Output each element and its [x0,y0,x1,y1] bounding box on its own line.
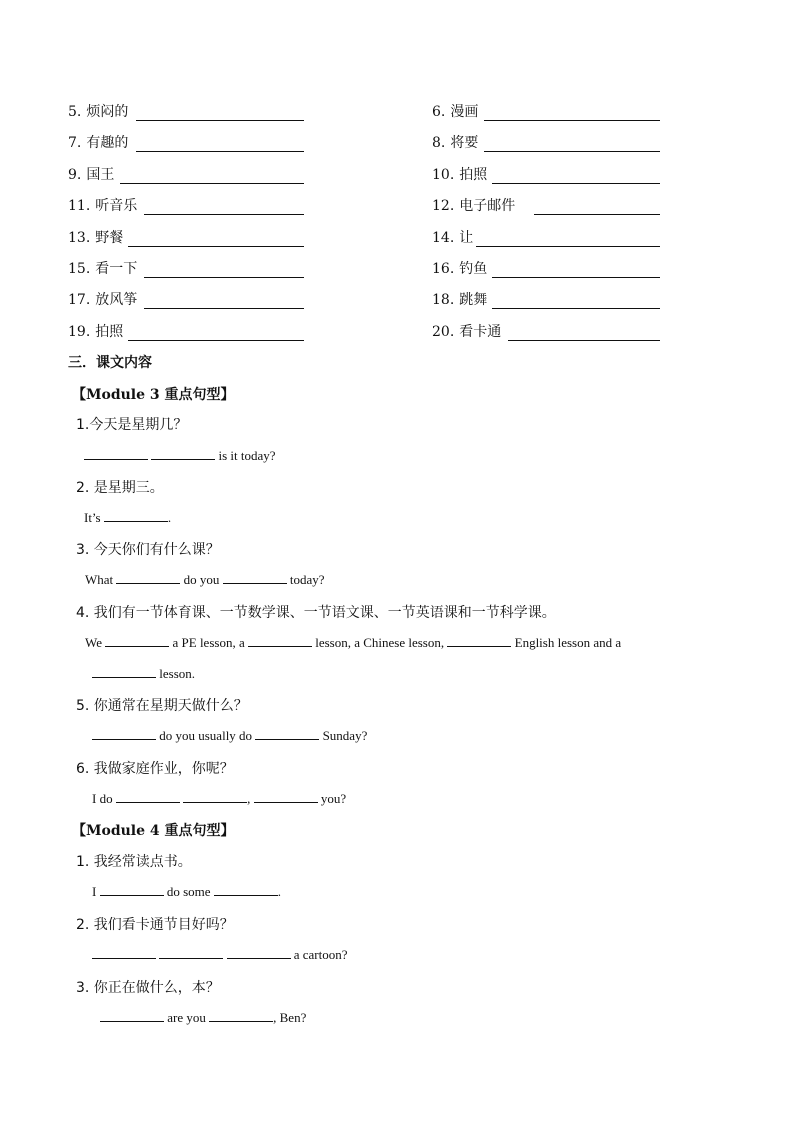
module4-question-3: 3. 你正在做什么，本？ [76,980,220,996]
item-number: 7. [68,135,82,152]
item-number: 6. [432,104,446,120]
answer-text: today? [289,572,325,587]
vocab-item [432,227,473,249]
item-number: 8. [432,135,446,152]
item-number: 14. [432,229,455,246]
answer-text: Sunday? [322,728,368,743]
vocab-item [432,132,478,154]
answer-blank[interactable] [159,946,223,959]
answer-line[interactable] [144,214,304,215]
module3-title: 【Module 3 重点句型】 [72,387,235,403]
answer-line[interactable] [492,308,660,309]
item-word: 漫画 [450,104,479,120]
module3-answer-5 [92,727,367,744]
vocab-row [0,289,794,320]
answer-line[interactable] [136,120,304,121]
vocab-item [68,258,137,280]
answer-blank[interactable] [223,571,287,584]
answer-line[interactable] [136,151,304,152]
answer-line[interactable] [484,151,660,152]
item-number: 20. [432,323,455,340]
module3-question-4: 4. 我们有一节体育课、一节数学课、一节语文课、一节英语课和一节科学课。 [76,605,556,621]
answer-line[interactable] [144,277,304,278]
vocab-item [432,195,515,217]
answer-blank[interactable] [214,883,278,896]
answer-blank[interactable] [92,665,156,678]
item-word: 跳舞 [459,292,488,309]
answer-text: is it today? [218,448,276,463]
item-number: 19. [68,323,91,340]
answer-text: I [92,884,97,899]
item-word: 将要 [450,135,479,152]
answer-text: lesson. [159,666,195,681]
item-word: 拍照 [95,323,124,340]
item-number: 10. [432,166,455,183]
answer-blank[interactable] [116,571,180,584]
answer-text: . [277,884,282,899]
item-word: 看卡通 [459,323,502,340]
answer-text: do you [183,572,220,587]
answer-text: you? [320,791,347,806]
module4-answer-3 [100,1009,306,1026]
vocabulary-list [0,101,794,352]
item-number: 18. [432,292,455,309]
answer-blank[interactable] [104,509,168,522]
answer-blank[interactable] [100,883,164,896]
answer-line[interactable] [128,340,304,341]
vocab-row [0,258,794,289]
item-number: 17. [68,292,91,309]
module3-answer-1 [84,447,276,464]
vocab-item [432,289,487,311]
vocab-row [0,101,794,132]
answer-blank[interactable] [92,727,156,740]
item-word: 有趣的 [86,135,129,152]
answer-text: English lesson and a [514,635,622,650]
vocab-item [68,289,137,311]
vocab-row [0,321,794,352]
answer-blank[interactable] [255,727,319,740]
module4-title: 【Module 4 重点句型】 [72,823,235,839]
answer-text: , Ben? [273,1010,307,1025]
answer-blank[interactable] [254,790,318,803]
answer-text: . [167,510,172,525]
answer-blank[interactable] [209,1009,273,1022]
module3-answer-6 [92,790,346,807]
answer-line[interactable] [534,214,660,215]
answer-text: It’s [84,510,101,525]
module4-answer-1 [92,883,281,900]
item-word: 看一下 [95,260,138,277]
module4-answer-2 [92,946,348,963]
vocab-item [432,101,478,123]
module4-question-1: 1. 我经常读点书。 [76,854,192,870]
item-number: 5. [68,104,82,120]
vocab-item [432,321,501,343]
item-number: 9. [68,166,82,183]
item-number: 11. [68,198,91,215]
vocab-item [68,195,137,217]
answer-blank[interactable] [105,634,169,647]
answer-blank[interactable] [116,790,180,803]
answer-text: I do [92,791,113,806]
answer-text: do you usually do [159,728,253,743]
answer-blank[interactable] [248,634,312,647]
section-title: 三．课文内容 [68,355,152,371]
item-word: 放风筝 [95,292,138,309]
answer-line[interactable] [508,340,660,341]
answer-blank[interactable] [84,447,148,460]
answer-line[interactable] [476,246,660,247]
vocab-item [68,101,128,123]
vocab-row [0,164,794,195]
answer-text: are you [167,1010,206,1025]
module3-question-1: 1.今天是星期几？ [76,417,188,433]
answer-text: lesson, a Chinese lesson, [315,635,445,650]
item-number: 13. [68,229,91,246]
answer-line[interactable] [492,183,660,184]
vocab-row [0,227,794,258]
item-word: 听音乐 [95,198,138,215]
item-word: 烦闷的 [86,104,129,120]
answer-blank[interactable] [151,447,215,460]
answer-blank[interactable] [227,946,291,959]
vocab-item [432,258,487,280]
answer-text: , [247,791,251,806]
answer-text: We [85,635,102,650]
item-word: 让 [459,229,474,246]
vocab-row [0,132,794,163]
answer-text: a PE lesson, a [172,635,245,650]
answer-blank[interactable] [183,790,247,803]
answer-blank[interactable] [100,1009,164,1022]
answer-text: a cartoon? [293,947,348,962]
answer-blank[interactable] [92,946,156,959]
module3-question-6: 6. 我做家庭作业，你呢？ [76,761,234,777]
module3-answer-3 [85,571,325,588]
answer-line[interactable] [128,246,304,247]
item-word: 钓鱼 [459,260,488,277]
answer-text: What [85,572,114,587]
vocab-item [68,227,123,249]
module3-answer-2 [84,509,171,526]
item-number: 12. [432,198,455,215]
item-word: 电子邮件 [459,198,516,215]
vocab-item [432,164,487,186]
answer-line[interactable] [144,308,304,309]
answer-text: do some [166,884,211,899]
vocab-item [68,132,128,154]
module3-answer-4-cont [92,665,195,682]
module3-question-5: 5. 你通常在星期天做什么？ [76,698,248,714]
item-word: 野餐 [95,229,124,246]
item-word: 拍照 [459,166,488,183]
vocab-row [0,195,794,226]
module3-question-2: 2. 是星期三。 [76,480,164,496]
module3-answer-4 [85,634,621,651]
answer-line[interactable] [120,183,304,184]
vocab-item [68,164,114,186]
vocab-item [68,321,123,343]
answer-line[interactable] [484,120,660,121]
answer-blank[interactable] [447,634,511,647]
item-word: 国王 [86,166,115,183]
item-number: 16. [432,260,455,277]
module3-question-3: 3. 今天你们有什么课？ [76,542,220,558]
module4-question-2: 2. 我们看卡通节目好吗？ [76,917,234,933]
answer-line[interactable] [492,277,660,278]
item-number: 15. [68,260,91,277]
